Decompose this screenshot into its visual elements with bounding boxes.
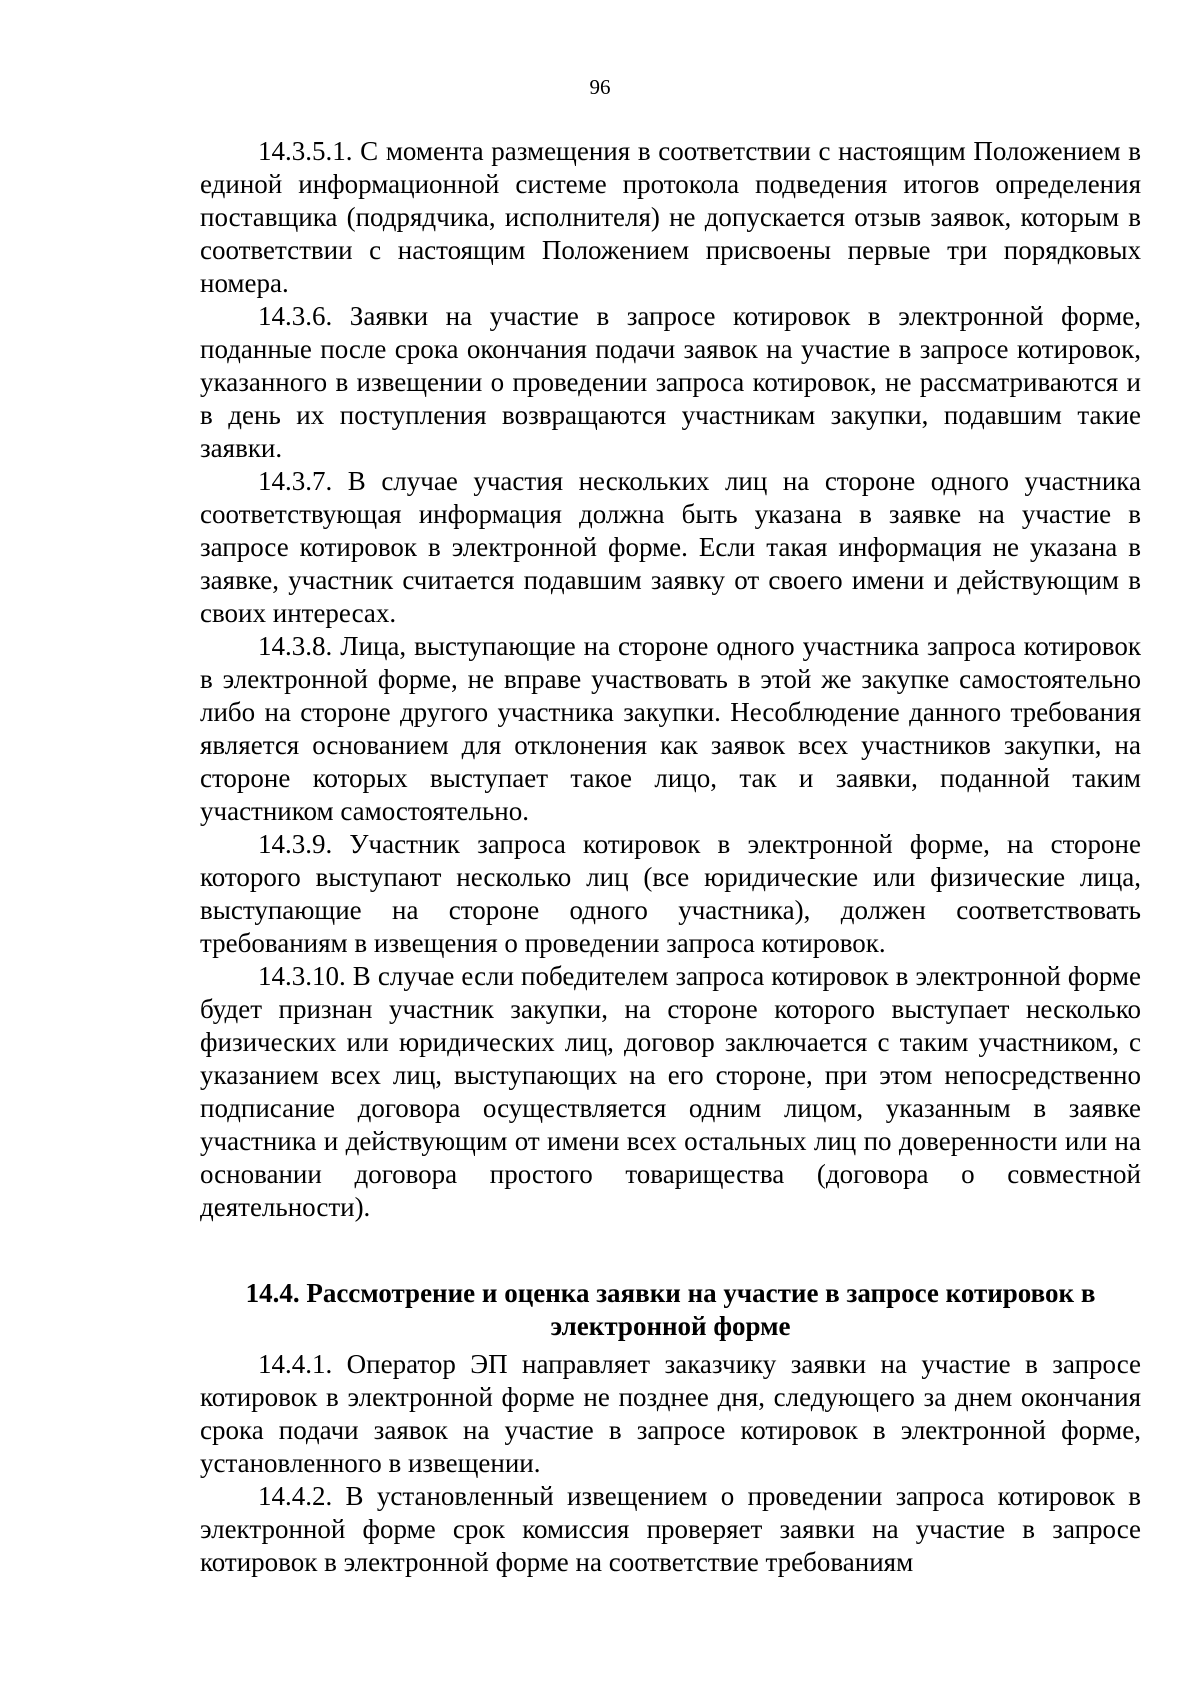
paragraph-14-4-2: 14.4.2. В установленный извещением о проведении запроса котировок в электронной форме срок комиссия проверяет заявки на участие в запросе котировок в электронной форме на соответствие требованиям bbox=[200, 1481, 1141, 1577]
paragraph-14-3-8: 14.3.8. Лица, выступающие на стороне одного участника запроса котировок в электронной форме, не вправе участвовать в этой же закупке самостоятельно либо на стороне другого участника закупки. Несоблюдение данного требования является основанием для отклонения как заявок всех участников закупки, на стороне которых выступает такое лицо, так и заявки, поданной таким участником самостоятельно. bbox=[200, 631, 1141, 826]
section-heading-14-4 bbox=[200, 1277, 1141, 1343]
section-heading-line-1: 14.4. Рассмотрение и оценка заявки на участие в запросе котировок в bbox=[245, 1278, 1096, 1308]
paragraph-14-3-10: 14.3.10. В случае если победителем запроса котировок в электронной форме будет признан участник закупки, на стороне которого выступает несколько физических или юридических лиц, договор заключается с таким участником, с указанием всех лиц, выступающих на его стороне, при этом непосредственно подписание договора осуществляется одним лицом, указанным в заявке участника и действующим от имени всех остальных лиц по доверенности или на основании договора простого товарищества (договора о совместной деятельности). bbox=[200, 961, 1141, 1222]
page-number: 96 bbox=[589, 75, 611, 99]
paragraph-14-3-5-1: 14.3.5.1. С момента размещения в соответствии с настоящим Положением в единой информационной системе протокола подведения итогов определения поставщика (подрядчика, исполнителя) не допускается отзыв заявок, которым в соответствии с настоящим Положением присвоены первые три порядковых номера. bbox=[200, 136, 1141, 298]
paragraph-14-3-6: 14.3.6. Заявки на участие в запросе котировок в электронной форме, поданные после срока окончания подачи заявок на участие в запросе котировок, указанного в извещении о проведении запроса котировок, не рассматриваются и в день их поступления возвращаются участникам закупки, подавшим такие заявки. bbox=[200, 301, 1141, 463]
document-body bbox=[200, 135, 1141, 1579]
paragraph-14-3-7: 14.3.7. В случае участия нескольких лиц на стороне одного участника соответствующая информация должна быть указана в заявке на участие в запросе котировок в электронной форме. Если такая информация не указана в заявке, участник считается подавшим заявку от своего имени и действующим в своих интересах. bbox=[200, 466, 1141, 628]
paragraph-14-4-1: 14.4.1. Оператор ЭП направляет заказчику заявки на участие в запросе котировок в электронной форме не позднее дня, следующего за днем окончания срока подачи заявок на участие в запросе котировок в электронной форме, установленного в извещении. bbox=[200, 1349, 1141, 1478]
section-heading-line-2: электронной форме bbox=[550, 1311, 791, 1341]
paragraph-14-3-9: 14.3.9. Участник запроса котировок в электронной форме, на стороне которого выступают несколько лиц (все юридические или физические лица, выступающие на стороне одного участника), должен соответствовать требованиям в извещения о проведении запроса котировок. bbox=[200, 829, 1141, 958]
